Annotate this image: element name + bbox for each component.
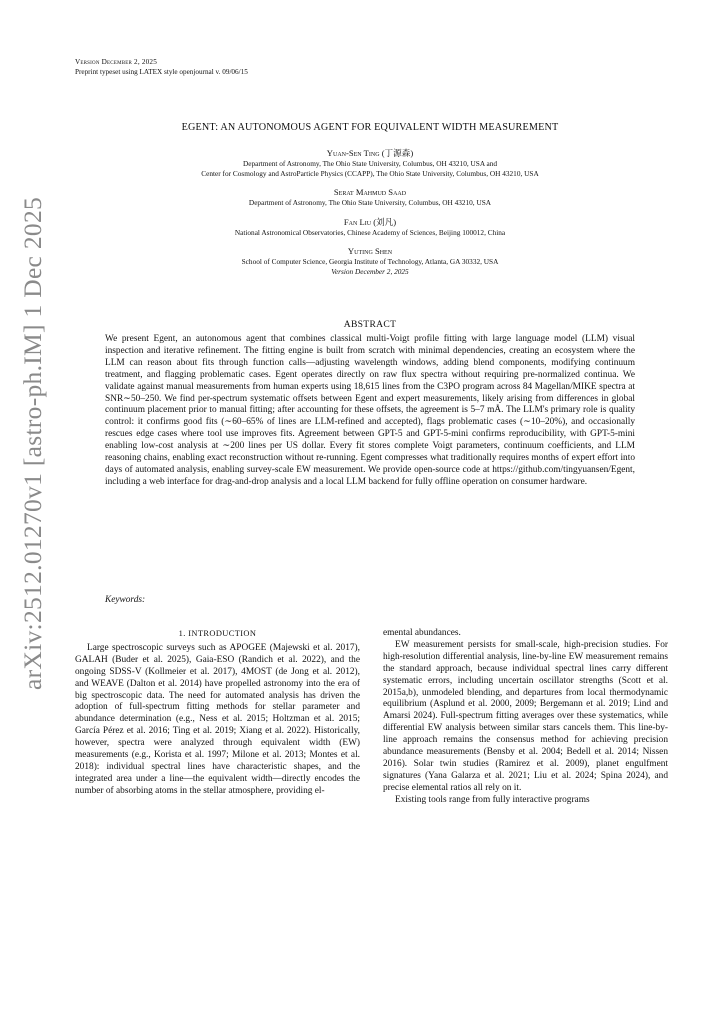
version-label: Version December 2, 2025	[75, 58, 158, 66]
version-date: Version December 2, 2025	[331, 266, 409, 276]
intro-paragraph: EW measurement persists for small-scale, high-precision studies. For high-resolution differential analysis, line-by-line EW measurement remains the standard approach, because individual spectral lines carry different systematic errors, including uncertain oscillator strengths (Scott et al. 2015a,b), unmodeled blending, and departures from local thermodynamic equilibrium (Asplund et al. 2000, 2009; Bergemann et al. 2019; Lind and Amarsi 2024). Full-spectrum fitting averages over these systematics, while differential EW analysis between similar stars cancels them. This line-by-line approach remains the consensus method for achieving precision abundance measurements (Bensby et al. 2004; Bedell et al. 2014; Nissen 2016). Solar twin studies (Ramirez et al. 2009), planet engulfment signatures (Yana Galarza et al. 2021; Liu et al. 2024; Spina 2024), and precise elemental ratios all rely on it.	[383, 639, 668, 793]
author-block	[75, 217, 665, 238]
author-list	[75, 148, 665, 286]
author-affiliation: Department of Astronomy, The Ohio State University, Columbus, OH 43210, USA	[248, 198, 492, 208]
intro-paragraph: Existing tools range from fully interactive programs	[395, 794, 590, 805]
keywords-label: Keywords:	[105, 595, 146, 605]
preprint-line: Preprint typeset using LATEX style openjournal v. 09/06/15	[75, 68, 248, 76]
header-meta	[75, 57, 248, 77]
author-affiliation: National Astronomical Observatories, Chinese Academy of Sciences, Beijing 100012, China	[234, 227, 506, 237]
author-affiliation: Department of Astronomy, The Ohio State University, Columbus, OH 43210, USA and	[242, 159, 498, 168]
author-name: Fan Liu (刘凡)	[343, 216, 397, 227]
author-block	[75, 246, 665, 276]
abstract-heading: ABSTRACT	[343, 319, 397, 330]
author-name: Serat Mahmud Saad	[333, 187, 407, 198]
paper-title: EGENT: AN AUTONOMOUS AGENT FOR EQUIVALENT WIDTH MEASUREMENT	[181, 122, 559, 133]
intro-continuation: emental abundances.	[383, 628, 461, 638]
right-column	[383, 628, 668, 807]
intro-paragraph: Large spectroscopic surveys such as APOGEE (Majewski et al. 2017), GALAH (Buder et al. 2025), Gaia-ESO (Randich et al. 2022), and the ongoing SDSS-V (Kollmeier et al. 2017), 4MOST (de Jong et al. 2012), and WEAVE (Dalton et al. 2014) have propelled astronomy into the era of big spectroscopic data. The need for automated analysis has driven the adoption of full-spectrum fitting methods for stellar parameter and abundance determination (e.g., Ness et al. 2015; Holtzman et al. 2015; García Pérez et al. 2016; Ting et al. 2019; Xiang et al. 2022). Historically, however, spectra were analyzed through equivalent width (EW) measurements (e.g., Korista et al. 1997; Milone et al. 2013; Montes et al. 2018): individual spectral lines have characteristic shapes, and the integrated area under a line—the equivalent width—directly encodes the number of absorbing atoms in the stellar atmosphere, providing el-	[75, 642, 360, 796]
author-affiliation: Center for Cosmology and AstroParticle Physics (CCAPP), The Ohio State University, Columbus, OH 43210, USA	[201, 168, 539, 178]
left-column	[75, 628, 360, 798]
author-name: Yuting Shen	[347, 246, 393, 257]
author-block	[75, 148, 665, 178]
author-block	[75, 187, 665, 208]
section-heading: 1. INTRODUCTION	[178, 629, 257, 638]
abstract-text: We present Egent, an autonomous agent that combines classical multi-Voigt profile fitting with large language model (LLM) visual inspection and iterative refinement. The fitting engine is built from scratch with minimal dependencies, creating an ecosystem where the LLM can reason about fits through function calls—adjusting wavelength windows, adding blend components, modifying continuum treatment, and flagging problematic cases. Egent operates directly on raw flux spectra without requiring pre-normalized continua. We validate against manual measurements from human experts using 18,615 lines from the C3PO program across 84 Magellan/MIKE spectra at SNR∼50–250. We find per-spectrum systematic offsets between Egent and expert measurements, likely arising from differences in global continuum placement prior to manual fitting; after accounting for these offsets, the agreement is 5–7 mÅ. The LLM's primary role is quality control: it confirms good fits (∼60–65% of lines are LLM-refined and accepted), flags problematic cases (∼10–20%), and occasionally rescues edge cases where tool use improves fits. Agreement between GPT-5 and GPT-5-mini confirms reproducibility, with GPT-5-mini enabling low-cost analysis at ∼200 lines per US dollar. Every fit stores complete Voigt parameters, continuum coefficients, and LLM reasoning chains, enabling exact reconstruction without re-running. Egent compresses what traditionally requires months of expert effort into days of automated analysis, enabling survey-scale EW measurement. We provide open-source code at https://github.com/tingyuansen/Egent, including a web interface for drag-and-drop analysis and a local LLM backend for fully offline operation on consumer hardware.	[105, 334, 635, 487]
arxiv-side-stamp: arXiv:2512.01270v1 [astro-ph.IM] 1 Dec 2025	[18, 196, 47, 690]
author-affiliation: School of Computer Science, Georgia Institute of Technology, Atlanta, GA 30332, USA	[241, 257, 499, 267]
author-name: Yuan-Sen Ting (丁源森)	[326, 148, 414, 158]
